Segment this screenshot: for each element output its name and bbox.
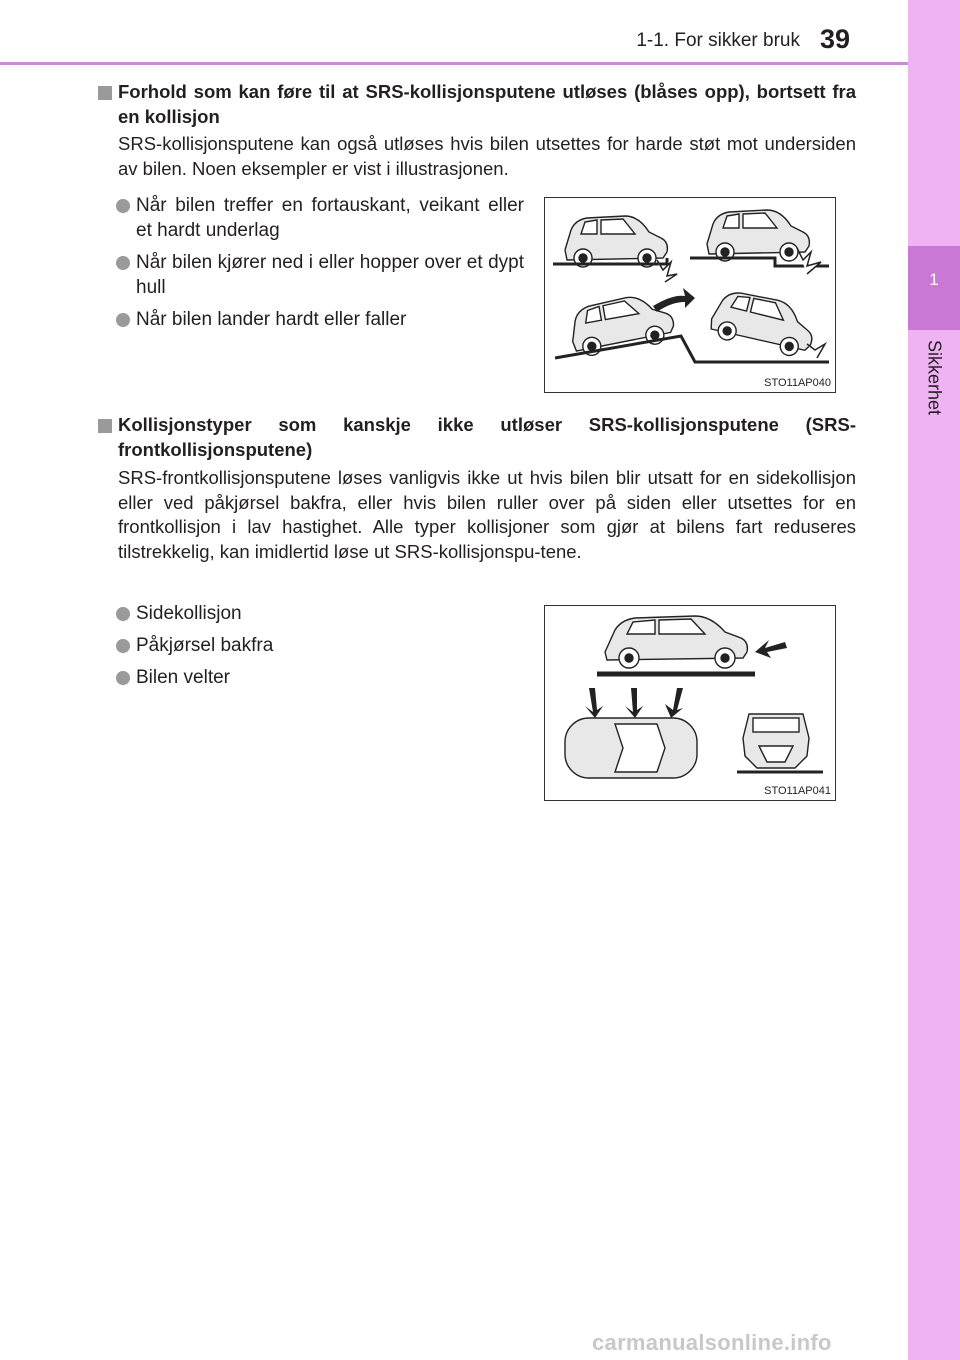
square-bullet-icon — [98, 86, 112, 100]
bullet-icon — [116, 607, 130, 621]
section-paragraph: SRS-frontkollisjonsputene løses vanligvis ikke ut hvis bilen blir utsatt for en sidekollisjon eller ved påkjørsel bakfra, eller hvis bilen ruller over på siden eller utsettes for en frontkollisjon i lav hastighet. Alle typer kollisjoner som gjør at bilens fart reduseres tilstrekkelig, kan imidlertid løse ut SRS-kollisjonspu-tene. — [118, 467, 856, 562]
car-dropping-hole-icon — [707, 210, 809, 261]
collision-types-illustration — [545, 606, 834, 799]
impact-burst-icon — [807, 344, 825, 358]
watermark: carmanualsonline.info — [592, 1330, 832, 1355]
list-item: Bilen velter — [116, 666, 416, 691]
car-on-ramp-icon — [567, 290, 677, 358]
section-title: 1-1. For sikker bruk — [636, 30, 800, 51]
section-heading: Forhold som kan føre til at SRS-kollisjonsputene utløses (blåses opp), bortsett fra en kollisjon — [98, 80, 856, 129]
car-top-view-icon — [565, 718, 697, 778]
car-rollover-icon — [743, 714, 809, 768]
car-side-view-icon — [605, 616, 747, 668]
list-item: Når bilen treffer en fortauskant, veikant eller et hardt underlag — [116, 194, 524, 243]
bullet-icon — [116, 199, 130, 213]
arrow-icon — [755, 640, 787, 658]
car-hitting-curb-icon — [565, 216, 667, 267]
illustration-impact-underside — [544, 197, 836, 393]
arrow-down-icon — [665, 688, 683, 718]
bullet-icon — [116, 671, 130, 685]
arrow-down-icon — [625, 688, 643, 718]
side-tab — [908, 0, 960, 1360]
list-item: Når bilen kjører ned i eller hopper over et dypt hull — [116, 251, 524, 300]
bullet-icon — [116, 639, 130, 653]
chapter-number: 1 — [929, 270, 939, 289]
list-item: Når bilen lander hardt eller faller — [116, 308, 524, 333]
list-item: Påkjørsel bakfra — [116, 634, 416, 659]
section-paragraph: SRS-kollisjonsputene kan også utløses hvis bilen utsettes for harde støt mot undersiden av bilen. Noen eksempler er vist i illustrasjonen. — [118, 133, 856, 179]
figure-code: STO11AP041 — [764, 785, 831, 797]
illustration-collision-types — [544, 605, 836, 801]
car-impact-illustration — [545, 198, 834, 391]
figure-code: STO11AP040 — [764, 377, 831, 389]
page-number: 39 — [820, 24, 851, 54]
bullet-icon — [116, 313, 130, 327]
header-rule — [0, 62, 908, 65]
arrow-icon — [653, 288, 695, 312]
car-landing-hard-icon — [708, 286, 820, 360]
chapter-label: Sikkerhet — [924, 340, 945, 416]
list-item: Sidekollisjon — [116, 602, 416, 627]
section-heading: Kollisjonstyper som kanskje ikke utløser SRS-kollisjonsputene (SRS-frontkollisjonsputene) — [98, 413, 856, 462]
square-bullet-icon — [98, 419, 112, 433]
arrow-down-icon — [585, 688, 603, 718]
bullet-icon — [116, 256, 130, 270]
